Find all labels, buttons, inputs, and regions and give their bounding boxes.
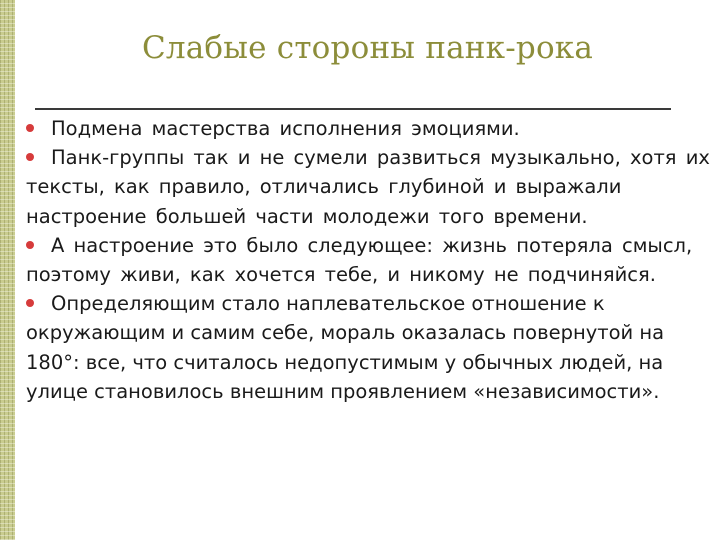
bullet-item bbox=[26, 114, 716, 143]
bullet-item bbox=[26, 289, 716, 406]
title-divider bbox=[35, 108, 671, 110]
bullet-dot-icon bbox=[26, 241, 34, 249]
bullet-item bbox=[26, 231, 716, 289]
bullet-dot-icon bbox=[26, 153, 34, 161]
bullet-text: Определяющим стало наплевательское отношение к окружающим и самим себе, мораль оказалась повернутой на 180°: все, что считалось недопустимым у обычных людей, на улице становилось внешним проявлением «независимости». bbox=[26, 292, 665, 403]
bullet-dot-icon bbox=[26, 124, 34, 132]
bullet-dot-icon bbox=[26, 299, 34, 307]
decorative-side-bar bbox=[0, 0, 15, 540]
bullet-text: Панк-группы так и не сумели развиться музыкально, хотя их тексты, как правило, отличались глубиной и выражали настроение большей части молодежи того времени. bbox=[26, 146, 710, 228]
bullet-list bbox=[26, 114, 716, 406]
slide-title: Слабые стороны панк-рока bbox=[141, 30, 594, 66]
bullet-item bbox=[26, 143, 716, 231]
bullet-text: Подмена мастерства исполнения эмоциями. bbox=[51, 117, 520, 140]
bullet-text: А настроение это было следующее: жизнь потеряла смысл, поэтому живи, как хочется тебе, и никому не подчиняйся. bbox=[26, 233, 693, 287]
